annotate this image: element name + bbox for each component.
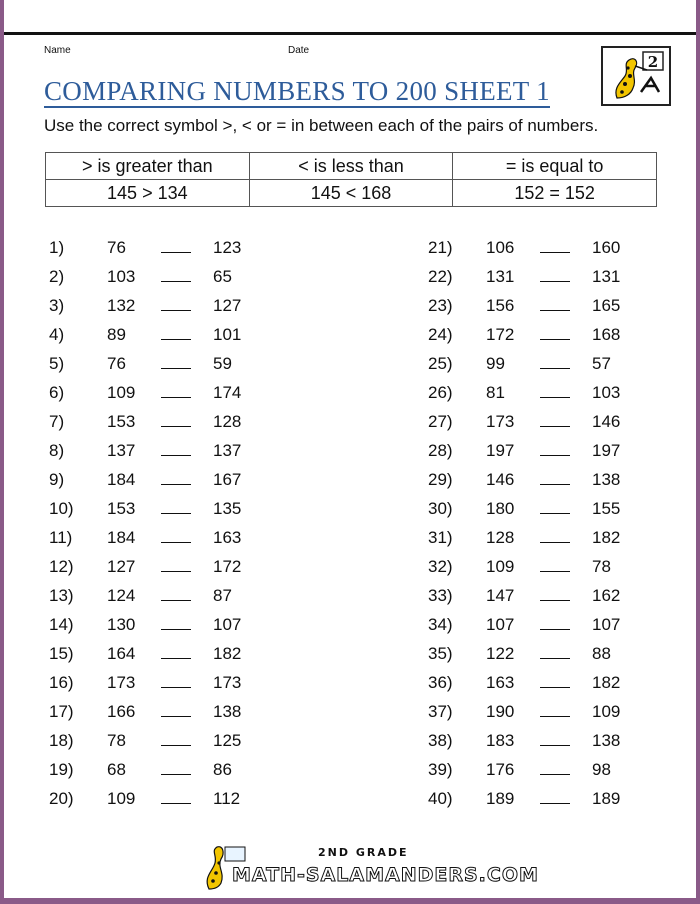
- problem-number: 20): [49, 789, 74, 808]
- problem-right-number: 123: [213, 238, 242, 257]
- problem-right-number: 138: [592, 731, 621, 750]
- date-label: Date: [288, 45, 310, 56]
- problem-row: [49, 261, 379, 290]
- answer-blank[interactable]: [540, 600, 570, 601]
- problem-left-number: 106: [486, 238, 515, 257]
- problem-left-number: 109: [107, 383, 136, 402]
- key-example-equal: 152 = 152: [453, 180, 657, 207]
- problem-row: [428, 754, 700, 783]
- problem-number: 15): [49, 644, 74, 663]
- problem-right-number: 112: [213, 789, 241, 808]
- problem-left-number: 99: [486, 354, 505, 373]
- problem-number: 7): [49, 412, 65, 431]
- problem-row: [49, 290, 379, 319]
- problem-number: 40): [428, 789, 453, 808]
- problem-row: [49, 232, 379, 261]
- problem-row: [49, 377, 379, 406]
- problem-left-number: 183: [486, 731, 515, 750]
- problem-row: [49, 435, 379, 464]
- problem-number: 1): [49, 238, 65, 257]
- problem-left-number: 184: [107, 528, 136, 547]
- problem-number: 35): [428, 644, 453, 663]
- problem-right-number: 88: [592, 644, 611, 663]
- problem-row: [428, 580, 700, 609]
- answer-blank[interactable]: [540, 803, 570, 804]
- problem-row: [49, 580, 379, 609]
- problem-number: 4): [49, 325, 65, 344]
- answer-blank[interactable]: [540, 629, 570, 630]
- answer-blank[interactable]: [161, 368, 191, 369]
- problem-right-number: 146: [592, 412, 621, 431]
- problem-row: [428, 377, 700, 406]
- problem-row: [49, 609, 379, 638]
- answer-blank[interactable]: [540, 426, 570, 427]
- problem-number: 21): [428, 238, 453, 257]
- answer-blank[interactable]: [161, 716, 191, 717]
- problem-row: [49, 551, 379, 580]
- answer-blank[interactable]: [161, 426, 191, 427]
- answer-blank[interactable]: [540, 542, 570, 543]
- problem-row: [49, 406, 379, 435]
- problem-row: [428, 493, 700, 522]
- answer-blank[interactable]: [161, 455, 191, 456]
- problem-left-number: 124: [107, 586, 136, 605]
- salamander-icon: [603, 48, 669, 104]
- problem-left-number: 137: [107, 441, 136, 460]
- answer-blank[interactable]: [540, 252, 570, 253]
- problem-row: [428, 232, 700, 261]
- problem-number: 2): [49, 267, 65, 286]
- problem-row: [428, 609, 700, 638]
- problem-right-number: 197: [592, 441, 621, 460]
- answer-blank[interactable]: [161, 513, 191, 514]
- answer-blank[interactable]: [540, 774, 570, 775]
- problem-number: 27): [428, 412, 453, 431]
- problem-number: 36): [428, 673, 453, 692]
- problem-right-number: 128: [213, 412, 242, 431]
- problem-number: 32): [428, 557, 453, 576]
- problem-left-number: 147: [486, 586, 515, 605]
- problem-number: 33): [428, 586, 453, 605]
- problem-left-number: 197: [486, 441, 515, 460]
- problem-right-number: 162: [592, 586, 621, 605]
- problem-right-number: 103: [592, 383, 621, 402]
- problem-row: [428, 696, 700, 725]
- problem-right-number: 127: [213, 296, 242, 315]
- problem-left-number: 184: [107, 470, 136, 489]
- problem-number: 13): [49, 586, 74, 605]
- answer-blank[interactable]: [161, 252, 191, 253]
- problem-left-number: 173: [107, 673, 136, 692]
- problem-right-number: 160: [592, 238, 621, 257]
- problem-left-number: 109: [107, 789, 136, 808]
- problem-number: 30): [428, 499, 453, 518]
- problem-left-number: 190: [486, 702, 515, 721]
- problem-left-number: 156: [486, 296, 515, 315]
- instructions: Use the correct symbol >, < or = in between each of the pairs of numbers.: [44, 116, 599, 135]
- problem-left-number: 103: [107, 267, 136, 286]
- salamander-logo: [601, 46, 671, 106]
- problem-row: [428, 261, 700, 290]
- answer-blank[interactable]: [161, 571, 191, 572]
- problem-right-number: 163: [213, 528, 242, 547]
- name-label: Name: [44, 45, 71, 56]
- problem-row: [428, 435, 700, 464]
- problem-left-number: 78: [107, 731, 126, 750]
- page-title: COMPARING NUMBERS TO 200 SHEET 1: [44, 76, 550, 106]
- problem-left-number: 122: [486, 644, 515, 663]
- problem-row: [49, 319, 379, 348]
- answer-blank[interactable]: [161, 774, 191, 775]
- problem-left-number: 153: [107, 499, 136, 518]
- problem-number: 3): [49, 296, 65, 315]
- problem-number: 23): [428, 296, 453, 315]
- key-header-equal: = is equal to: [453, 153, 657, 180]
- problem-left-number: 176: [486, 760, 515, 779]
- problem-row: [49, 783, 379, 812]
- problem-right-number: 182: [592, 528, 621, 547]
- problem-right-number: 182: [213, 644, 242, 663]
- problem-right-number: 107: [213, 615, 242, 634]
- problem-left-number: 163: [486, 673, 515, 692]
- problem-row: [49, 667, 379, 696]
- problem-right-number: 78: [592, 557, 611, 576]
- problem-right-number: 138: [592, 470, 621, 489]
- answer-blank[interactable]: [540, 571, 570, 572]
- answer-blank[interactable]: [161, 629, 191, 630]
- problem-left-number: 76: [107, 238, 126, 257]
- problem-row: [428, 348, 700, 377]
- problem-right-number: 174: [213, 383, 242, 402]
- key-header-greater: > is greater than: [46, 153, 250, 180]
- answer-blank[interactable]: [161, 658, 191, 659]
- problem-right-number: 86: [213, 760, 232, 779]
- key-example-greater: 145 > 134: [46, 180, 250, 207]
- problem-number: 5): [49, 354, 65, 373]
- problem-row: [428, 290, 700, 319]
- problem-right-number: 59: [213, 354, 232, 373]
- problem-left-number: 189: [486, 789, 515, 808]
- answer-blank[interactable]: [540, 687, 570, 688]
- problem-row: [428, 783, 700, 812]
- problem-number: 11): [49, 528, 73, 547]
- problem-right-number: 98: [592, 760, 611, 779]
- answer-blank[interactable]: [540, 658, 570, 659]
- problem-right-number: 109: [592, 702, 621, 721]
- problem-number: 39): [428, 760, 453, 779]
- problem-right-number: 87: [213, 586, 232, 605]
- problem-number: 8): [49, 441, 65, 460]
- problem-row: [428, 522, 700, 551]
- key-example-less: 145 < 168: [249, 180, 453, 207]
- problem-right-number: 138: [213, 702, 242, 721]
- problem-number: 17): [49, 702, 74, 721]
- problem-right-number: 107: [592, 615, 621, 634]
- problem-number: 14): [49, 615, 74, 634]
- problem-row: [49, 638, 379, 667]
- problem-left-number: 76: [107, 354, 126, 373]
- problem-row: [428, 464, 700, 493]
- answer-blank[interactable]: [161, 339, 191, 340]
- problem-number: 12): [49, 557, 74, 576]
- problem-number: 9): [49, 470, 65, 489]
- answer-blank[interactable]: [540, 310, 570, 311]
- problem-right-number: 131: [592, 267, 621, 286]
- problem-left-number: 81: [486, 383, 505, 402]
- problem-right-number: 135: [213, 499, 242, 518]
- answer-blank[interactable]: [540, 455, 570, 456]
- problem-right-number: 182: [592, 673, 621, 692]
- problem-left-number: 180: [486, 499, 515, 518]
- problem-right-number: 65: [213, 267, 232, 286]
- problem-left-number: 68: [107, 760, 126, 779]
- answer-blank[interactable]: [161, 687, 191, 688]
- problem-number: 25): [428, 354, 453, 373]
- problem-right-number: 189: [592, 789, 621, 808]
- problem-row: [428, 319, 700, 348]
- key-example-row: [46, 180, 657, 207]
- answer-blank[interactable]: [540, 397, 570, 398]
- problem-right-number: 173: [213, 673, 242, 692]
- problem-number: 31): [428, 528, 453, 547]
- problem-number: 16): [49, 673, 74, 692]
- problem-number: 29): [428, 470, 453, 489]
- problem-right-number: 57: [592, 354, 611, 373]
- problem-number: 38): [428, 731, 453, 750]
- problem-number: 6): [49, 383, 65, 402]
- problem-row: [49, 493, 379, 522]
- problem-left-number: 153: [107, 412, 136, 431]
- problem-row: [428, 638, 700, 667]
- footer-site-link[interactable]: MATH-SALAMANDERS.COM: [232, 864, 539, 886]
- answer-blank[interactable]: [540, 745, 570, 746]
- answer-blank[interactable]: [540, 513, 570, 514]
- answer-blank[interactable]: [161, 542, 191, 543]
- answer-blank[interactable]: [161, 281, 191, 282]
- answer-blank[interactable]: [161, 745, 191, 746]
- problem-right-number: 137: [213, 441, 242, 460]
- problem-right-number: 165: [592, 296, 621, 315]
- answer-blank[interactable]: [161, 310, 191, 311]
- problem-right-number: 167: [213, 470, 242, 489]
- answer-blank[interactable]: [161, 484, 191, 485]
- problem-number: 10): [49, 499, 74, 518]
- problem-number: 34): [428, 615, 453, 634]
- key-header-row: [46, 153, 657, 180]
- problem-number: 22): [428, 267, 453, 286]
- problem-number: 37): [428, 702, 453, 721]
- answer-blank[interactable]: [161, 600, 191, 601]
- problem-left-number: 146: [486, 470, 515, 489]
- problem-left-number: 130: [107, 615, 136, 634]
- answer-blank[interactable]: [540, 484, 570, 485]
- key-header-less: < is less than: [249, 153, 453, 180]
- symbol-key-table: [45, 152, 657, 207]
- answer-blank[interactable]: [540, 281, 570, 282]
- top-rule: [4, 32, 696, 35]
- problem-left-number: 89: [107, 325, 126, 344]
- problem-right-number: 172: [213, 557, 242, 576]
- problem-left-number: 132: [107, 296, 136, 315]
- problem-row: [428, 667, 700, 696]
- problem-row: [49, 348, 379, 377]
- answer-blank[interactable]: [161, 803, 191, 804]
- problem-left-number: 107: [486, 615, 515, 634]
- worksheet-page: [4, 0, 696, 898]
- problem-left-number: 172: [486, 325, 515, 344]
- problem-row: [428, 406, 700, 435]
- problem-right-number: 155: [592, 499, 621, 518]
- problem-number: 19): [49, 760, 74, 779]
- answer-blank[interactable]: [161, 397, 191, 398]
- answer-blank[interactable]: [540, 339, 570, 340]
- problem-number: 28): [428, 441, 453, 460]
- footer-grade: 2ND GRADE: [318, 846, 409, 859]
- problem-row: [49, 696, 379, 725]
- problem-row: [428, 551, 700, 580]
- problem-row: [49, 725, 379, 754]
- problem-left-number: 127: [107, 557, 136, 576]
- problem-left-number: 128: [486, 528, 515, 547]
- problem-row: [49, 464, 379, 493]
- problem-right-number: 101: [213, 325, 242, 344]
- problem-number: 24): [428, 325, 453, 344]
- problem-number: 26): [428, 383, 453, 402]
- problem-left-number: 131: [486, 267, 515, 286]
- answer-blank[interactable]: [540, 716, 570, 717]
- problem-left-number: 164: [107, 644, 136, 663]
- problem-row: [49, 754, 379, 783]
- answer-blank[interactable]: [540, 368, 570, 369]
- problem-left-number: 173: [486, 412, 515, 431]
- problem-right-number: 168: [592, 325, 621, 344]
- problem-left-number: 109: [486, 557, 515, 576]
- problem-left-number: 166: [107, 702, 136, 721]
- svg-text:2: 2: [647, 53, 659, 71]
- problem-number: 18): [49, 731, 74, 750]
- problem-row: [428, 725, 700, 754]
- problem-right-number: 125: [213, 731, 242, 750]
- problem-row: [49, 522, 379, 551]
